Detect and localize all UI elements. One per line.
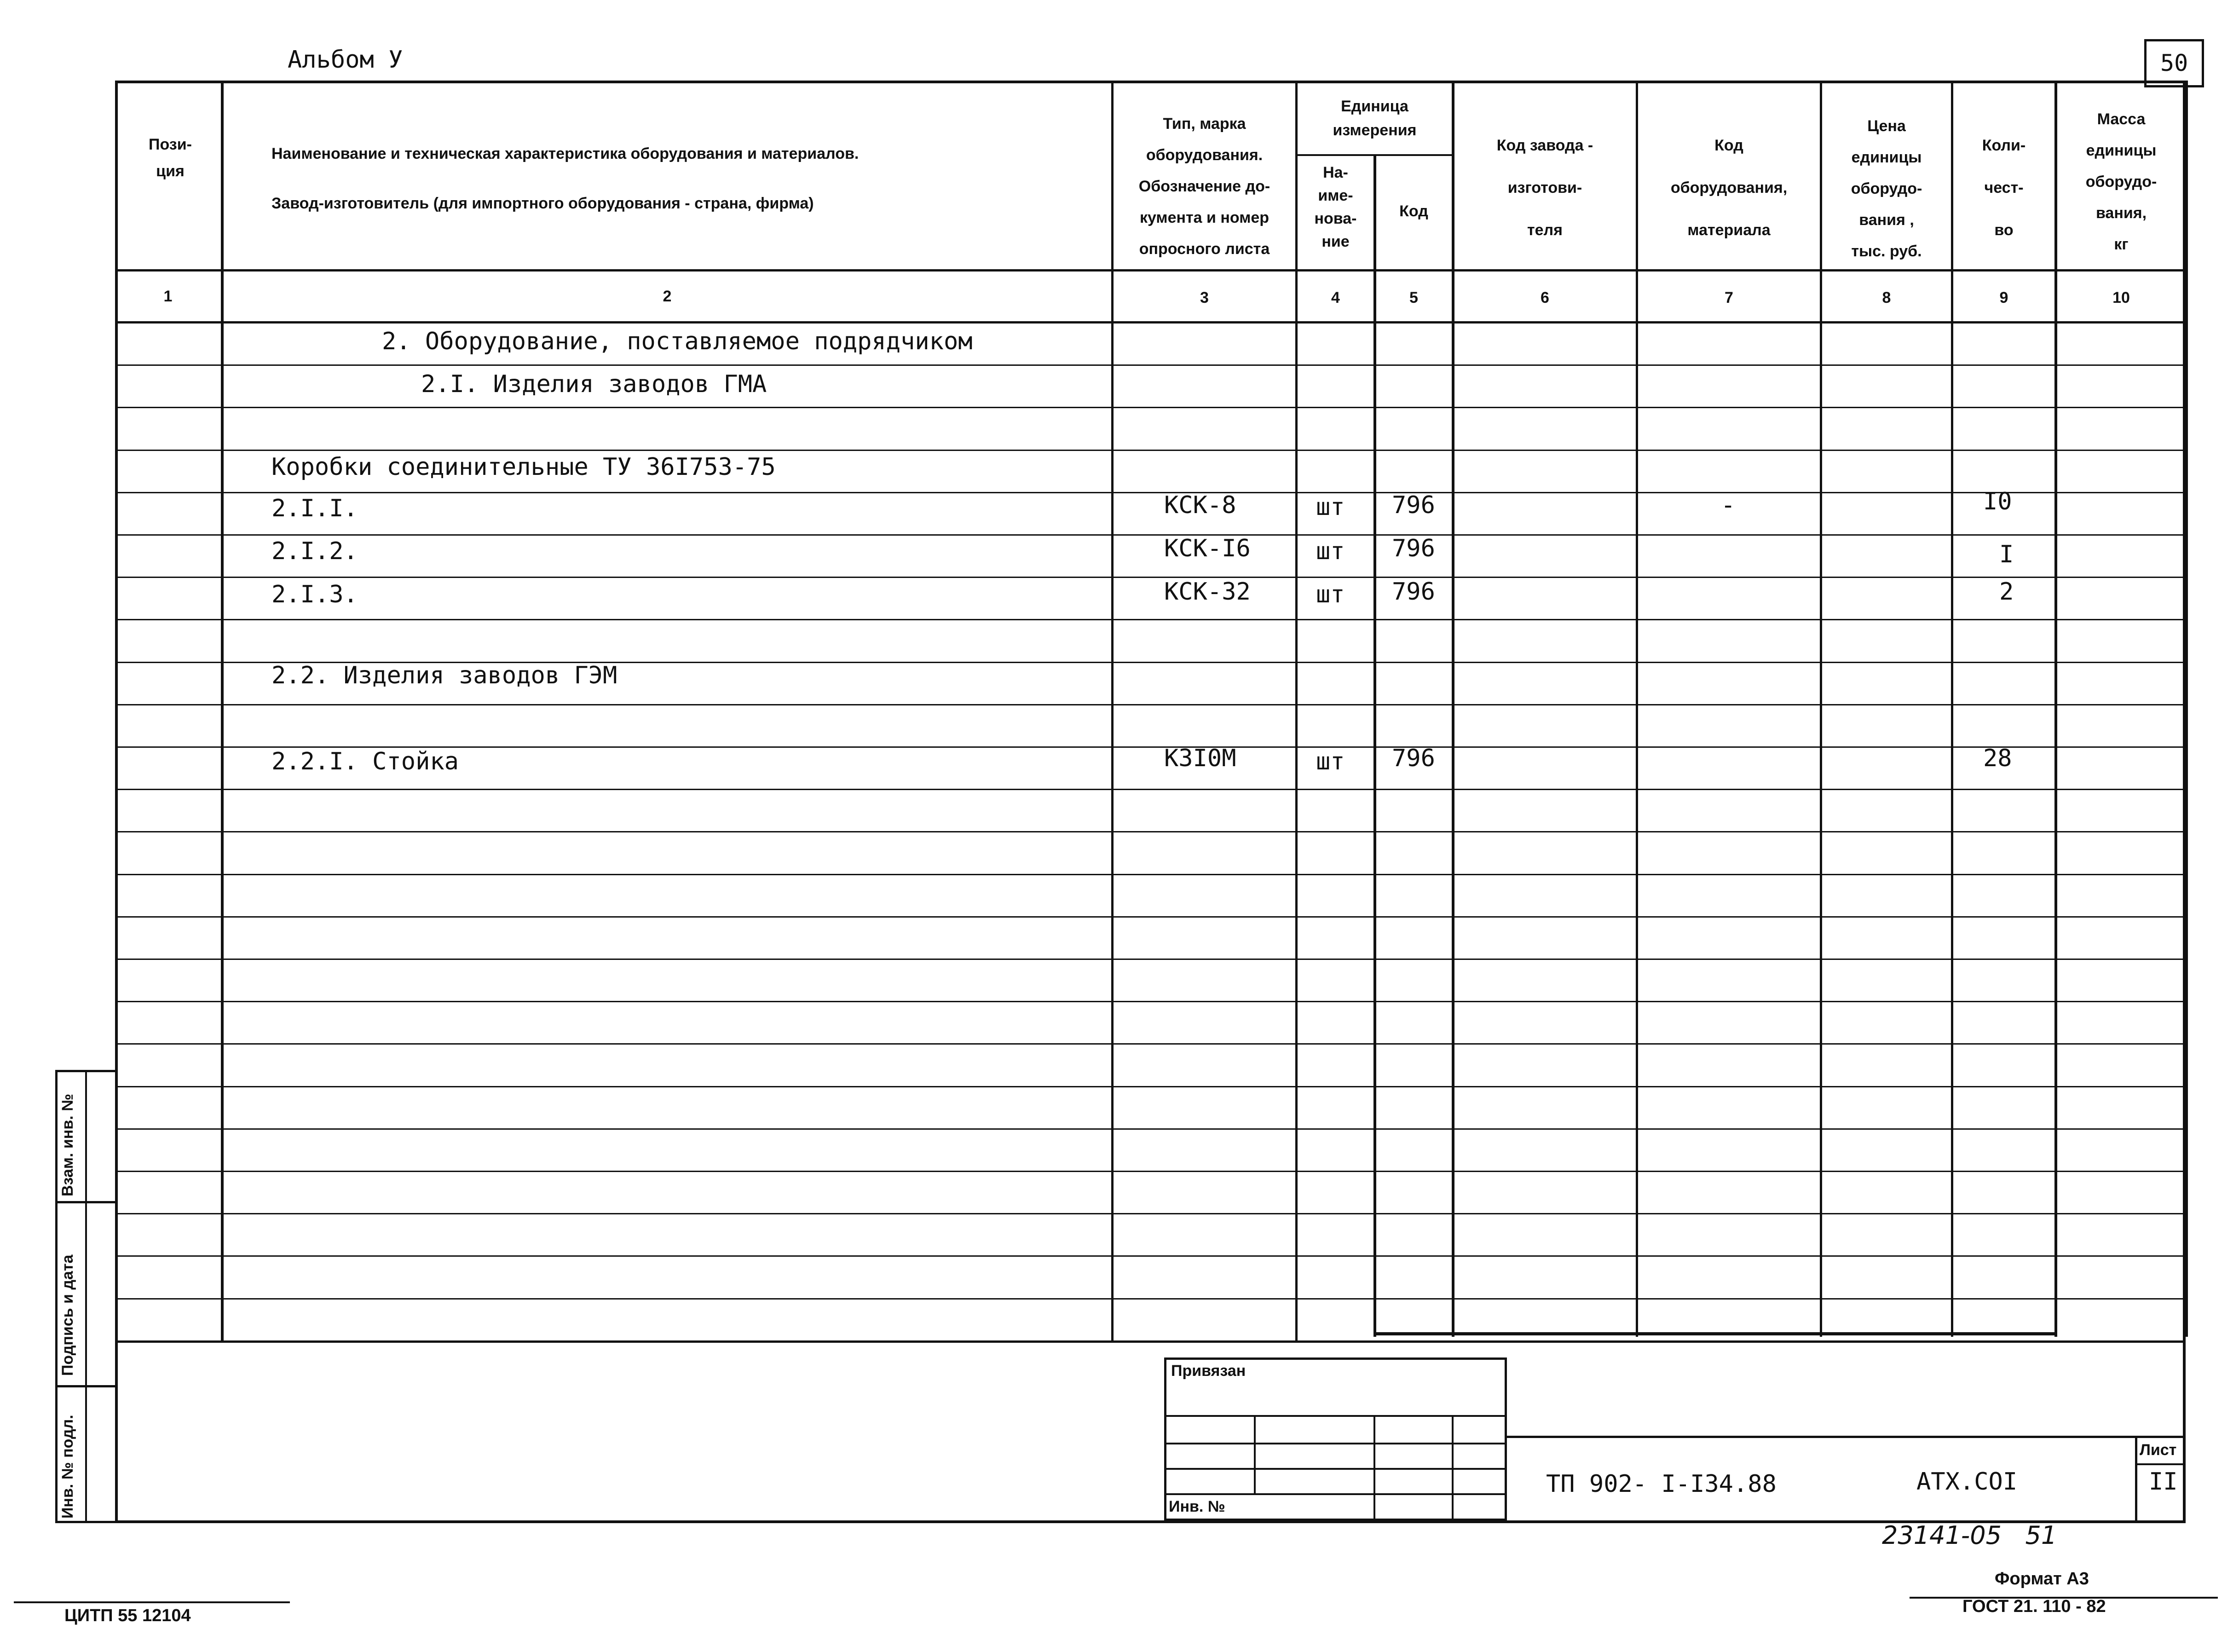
header-col-4-line: нова- (1314, 210, 1357, 227)
header-unit-line: измерения (1333, 121, 1417, 139)
row-rule (115, 577, 2186, 578)
row-unit: шт (1316, 748, 1345, 775)
stamp-divider (1254, 1415, 1256, 1493)
header-col-3-line: Тип, марка (1163, 115, 1246, 133)
header-col-2-line: Завод-изготовитель (для импортного оборудования - страна, фирма) (271, 195, 814, 212)
sheet-rule (2135, 1463, 2186, 1465)
colnum-bottom-rule (115, 321, 2186, 323)
col-divider-1 (221, 81, 224, 1341)
side-strip-divider (85, 1070, 87, 1523)
col-divider-3 (1295, 81, 1298, 1341)
header-col-8 (1822, 110, 1951, 267)
col-divider-2 (1111, 81, 1114, 1341)
thick-area-bottom (1373, 1332, 2057, 1335)
col-divider-5 (1452, 81, 1454, 1337)
header-bottom-rule (115, 269, 2186, 271)
header-col-6 (1454, 124, 1636, 251)
column-number: 10 (2112, 289, 2130, 306)
row-name: 2.2.I. Стойка (271, 748, 459, 775)
row-qty: 2 (1999, 578, 2014, 606)
header-col-8-line: оборудо- (1851, 180, 1922, 197)
header-col-4 (1298, 161, 1373, 253)
side-label-inv-podl: Инв. № подл. (59, 1415, 76, 1519)
row-name: 2.I. Изделия заводов ГМА (421, 370, 767, 398)
row-rule (115, 1001, 2186, 1002)
row-unit: шт (1316, 537, 1345, 565)
header-col-10-line: кг (2114, 236, 2129, 253)
row-rule (115, 364, 2186, 366)
col-divider-7 (1820, 81, 1822, 1337)
footer-rule-left (14, 1601, 290, 1603)
row-rule (115, 492, 2186, 493)
row-code: 796 (1392, 491, 1435, 519)
stamp-divider (1373, 1415, 1375, 1521)
header-col-7-line: Код (1714, 137, 1743, 154)
format-label: Формат А3 (1995, 1569, 2089, 1588)
row-rule (115, 789, 2186, 790)
sheet-divider (2135, 1436, 2137, 1523)
row-name: Коробки соединительные ТУ 36I753-75 (271, 453, 776, 481)
row-name: 2.I.3. (271, 581, 358, 608)
header-col-9 (1953, 124, 2054, 251)
header-col-8-line: вания , (1859, 211, 1914, 229)
row-code: 796 (1392, 745, 1435, 772)
header-col-7 (1638, 124, 1820, 251)
header-col-8-line: тыс. руб. (1851, 243, 1922, 260)
column-number: 6 (1541, 289, 1549, 306)
row-rule (115, 1128, 2186, 1130)
header-col-3 (1114, 108, 1295, 265)
column-number: 4 (1331, 289, 1340, 306)
header-col-7-line: материала (1687, 221, 1771, 239)
header-col-3-line: кумента и номер (1139, 209, 1270, 226)
header-col-10-line: вания, (2095, 204, 2147, 222)
row-type: КСК-I6 (1164, 535, 1251, 562)
row-rule (115, 534, 2186, 536)
column-number: 8 (1882, 289, 1891, 306)
side-strip-rule (55, 1385, 117, 1387)
stamp-rule (1164, 1468, 1507, 1470)
row-code: 796 (1392, 535, 1435, 562)
header-col-9-line: чест- (1984, 179, 2024, 196)
header-col-2 (271, 129, 859, 228)
header-col-4-line: ние (1321, 233, 1350, 250)
page-number-top: 50 (2160, 50, 2188, 76)
column-number: 2 (663, 288, 672, 305)
privyazan-label: Привязан (1171, 1362, 1246, 1380)
row-rule (115, 704, 2186, 705)
header-col-1-line: ция (156, 162, 185, 180)
row-rule (115, 874, 2186, 875)
header-col-5-line: Код (1399, 202, 1428, 220)
row-rule (115, 1213, 2186, 1214)
header-col-1 (129, 131, 212, 185)
row-rule (115, 831, 2186, 832)
row-qty: I (1999, 541, 2014, 568)
row-unit: шт (1316, 581, 1345, 608)
header-col-1-line: Пози- (149, 136, 192, 153)
row-type: КСК-32 (1164, 578, 1251, 606)
doc-mark: АТХ.COI (1916, 1468, 2018, 1496)
header-col-8-line: единицы (1851, 149, 1922, 166)
side-label-vzam: Взам. инв. № (59, 1093, 76, 1196)
header-col-4-line: име- (1318, 187, 1353, 204)
row-rule (115, 450, 2186, 451)
row-type: К3I0М (1164, 745, 1236, 772)
gost-label: ГОСТ 21. 110 - 82 (1962, 1597, 2106, 1616)
handwritten-number: 23141-05 51 (1882, 1521, 2057, 1550)
header-col-10-line: Масса (2097, 110, 2146, 128)
header-col-6-line: Код завода - (1496, 137, 1593, 154)
sheet-label: Лист (2140, 1441, 2177, 1459)
row-equip-code: - (1721, 491, 1736, 519)
doc-code: ТП 902- I-I34.88 (1546, 1470, 1777, 1498)
row-rule (115, 1255, 2186, 1257)
side-strip-rule (55, 1201, 117, 1203)
row-rule (115, 619, 2186, 620)
col-divider-6 (1636, 81, 1638, 1337)
column-number: 7 (1725, 289, 1733, 306)
row-rule (115, 1171, 2186, 1172)
header-col-10-line: единицы (2086, 142, 2157, 159)
header-unit-line: Единица (1341, 98, 1408, 115)
row-name: 2.I.2. (271, 537, 358, 565)
header-col-7-line: оборудования, (1670, 179, 1788, 196)
header-col-6-line: изготови- (1507, 179, 1582, 196)
row-rule (115, 959, 2186, 960)
stamp-rule (1164, 1443, 1507, 1444)
inv-no-label: Инв. № (1169, 1498, 1225, 1515)
album-label: Альбом У (288, 46, 403, 74)
stamp-rule (1164, 1415, 1507, 1417)
side-label-signature: Подпись и дата (59, 1254, 76, 1376)
col-divider-8 (1951, 81, 1953, 1337)
column-number: 5 (1409, 289, 1418, 306)
header-col-2-line: Наименование и техническая характеристика оборудования и материалов. (271, 145, 859, 162)
header-col-10-line: оборудо- (2085, 173, 2157, 191)
header-col-8-line: Цена (1867, 117, 1906, 135)
row-rule (115, 1086, 2186, 1087)
title-block-rule (1507, 1436, 2186, 1438)
row-unit: шт (1316, 493, 1345, 521)
header-col-3-line: оборудования. (1146, 146, 1263, 164)
col-divider-4 (1373, 154, 1376, 1337)
row-rule (115, 1298, 2186, 1300)
row-qty: 28 (1983, 745, 2012, 772)
row-rule (115, 1340, 2186, 1343)
row-qty: I0 (1983, 488, 2012, 515)
col-divider-10 (2186, 81, 2188, 1337)
column-number: 1 (163, 288, 173, 305)
row-name: 2. Оборудование, поставляемое подрядчиком (382, 328, 973, 355)
row-type: КСК-8 (1164, 491, 1236, 519)
sheet-number: II (2149, 1468, 2178, 1496)
row-name: 2.I.I. (271, 495, 358, 522)
header-col-3-line: опросного листа (1139, 240, 1270, 258)
header-col-4-line: На- (1323, 164, 1348, 181)
row-rule (115, 1043, 2186, 1045)
print-code: ЦИТП 55 12104 (64, 1606, 191, 1625)
privyazan-box (1164, 1357, 1507, 1521)
header-col-3-line: Обозначение до- (1138, 178, 1270, 195)
row-rule (115, 916, 2186, 918)
row-code: 796 (1392, 578, 1435, 606)
row-rule (115, 407, 2186, 408)
column-number: 9 (1999, 289, 2008, 306)
header-col-9-line: во (1994, 221, 2014, 239)
header-unit-group (1298, 94, 1452, 142)
stamp-rule (1164, 1493, 1507, 1495)
header-col-6-line: теля (1527, 221, 1563, 239)
header-col-10 (2057, 104, 2186, 260)
column-number: 3 (1200, 289, 1209, 306)
header-col-9-line: Коли- (1982, 137, 2026, 154)
header-col-5 (1376, 198, 1452, 225)
row-name: 2.2. Изделия заводов ГЭМ (271, 662, 617, 689)
stamp-divider (1452, 1415, 1454, 1521)
col-divider-9 (2054, 81, 2057, 1337)
